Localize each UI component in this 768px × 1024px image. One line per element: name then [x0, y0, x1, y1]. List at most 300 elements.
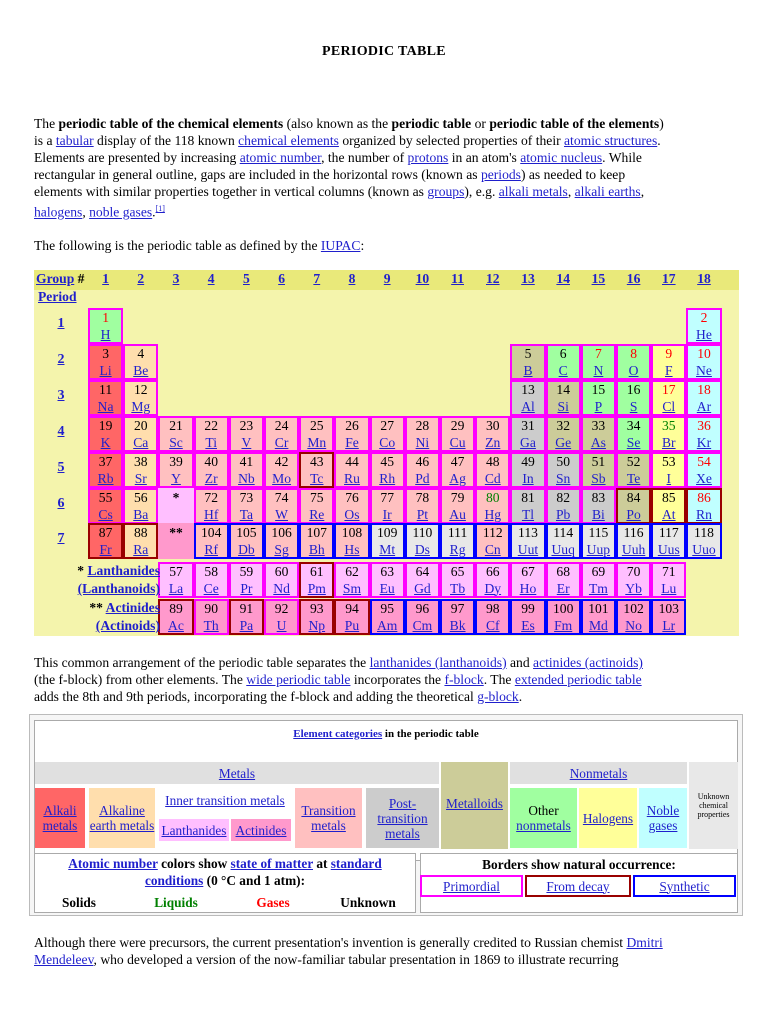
element-symbol-link[interactable]: Mg: [131, 398, 151, 414]
element-cell[interactable]: [510, 344, 545, 380]
inline-link[interactable]: atomic nucleus: [520, 150, 603, 165]
alkali-link[interactable]: Alkali metals: [42, 803, 78, 833]
element-cell[interactable]: [475, 452, 510, 488]
element-symbol-link[interactable]: Au: [449, 506, 466, 522]
element-cell[interactable]: [546, 452, 581, 488]
group-number-link[interactable]: 11: [451, 271, 465, 286]
element-cell[interactable]: [299, 416, 334, 452]
actinides-link[interactable]: Actinides: [235, 822, 287, 838]
element-symbol-link[interactable]: He: [696, 326, 712, 342]
element-symbol-link[interactable]: O: [628, 362, 639, 378]
element-symbol-link[interactable]: At: [661, 506, 676, 522]
element-symbol-link[interactable]: Bi: [591, 506, 605, 522]
group-number-link[interactable]: 8: [348, 271, 356, 286]
element-cell[interactable]: [510, 523, 545, 559]
element-symbol-link[interactable]: In: [522, 470, 534, 486]
element-symbol-link[interactable]: Ca: [133, 434, 149, 450]
synthetic-link[interactable]: Synthetic: [659, 878, 710, 894]
element-cell[interactable]: [88, 488, 123, 524]
group-link[interactable]: Group: [36, 271, 75, 286]
element-symbol-link[interactable]: La: [168, 580, 184, 596]
inline-link[interactable]: Mendeleev: [34, 952, 94, 967]
element-symbol-link[interactable]: Rg: [449, 541, 466, 557]
element-symbol-link[interactable]: Cn: [484, 541, 501, 557]
element-cell[interactable]: [440, 416, 475, 452]
element-cell[interactable]: [651, 488, 686, 524]
group-number-link[interactable]: 16: [626, 271, 641, 286]
element-symbol-link[interactable]: Dy: [484, 580, 502, 596]
element-cell[interactable]: [370, 599, 405, 635]
element-symbol-link[interactable]: Uuo: [692, 541, 716, 557]
element-symbol-link[interactable]: I: [666, 470, 672, 486]
inline-link[interactable]: alkali metals: [498, 184, 568, 199]
element-symbol-link[interactable]: C: [558, 362, 568, 378]
element-cell[interactable]: [475, 488, 510, 524]
element-cell[interactable]: [686, 452, 721, 488]
group-number-link[interactable]: 13: [521, 271, 535, 286]
element-symbol-link[interactable]: Tl: [521, 506, 535, 522]
element-cell[interactable]: [616, 380, 651, 416]
footnote-link[interactable]: [1]: [155, 204, 165, 213]
inline-link[interactable]: protons: [407, 150, 449, 165]
element-symbol-link[interactable]: Ar: [696, 398, 712, 414]
inline-link[interactable]: atomic number: [239, 150, 322, 165]
element-cell[interactable]: [405, 416, 440, 452]
halogens-link[interactable]: Halogens: [582, 810, 634, 826]
element-cell[interactable]: [194, 416, 229, 452]
element-cell[interactable]: [616, 488, 651, 524]
element-cell[interactable]: [194, 488, 229, 524]
element-cell[interactable]: [370, 523, 405, 559]
element-symbol-link[interactable]: Lu: [661, 580, 677, 596]
conditions-link[interactable]: conditions: [144, 873, 204, 888]
group-number-link[interactable]: 2: [137, 271, 145, 286]
element-cell[interactable]: [546, 523, 581, 559]
element-symbol-link[interactable]: Re: [309, 506, 325, 522]
element-symbol-link[interactable]: Hs: [344, 541, 360, 557]
element-cell[interactable]: [370, 562, 405, 598]
element-cell[interactable]: [299, 452, 334, 488]
element-cell[interactable]: [581, 452, 616, 488]
element-symbol-link[interactable]: Se: [626, 434, 641, 450]
series-sub-link[interactable]: (Actinoids): [95, 618, 160, 633]
element-cell[interactable]: [123, 488, 158, 524]
element-symbol-link[interactable]: Si: [557, 398, 569, 414]
element-cell[interactable]: [194, 562, 229, 598]
element-symbol-link[interactable]: Te: [626, 470, 641, 486]
element-cell[interactable]: [194, 523, 229, 559]
element-cell[interactable]: [88, 452, 123, 488]
element-symbol-link[interactable]: Os: [344, 506, 360, 522]
element-symbol-link[interactable]: Ir: [382, 506, 392, 522]
element-symbol-link[interactable]: Np: [308, 617, 326, 633]
element-symbol-link[interactable]: Ne: [696, 362, 712, 378]
inline-link[interactable]: IUPAC: [320, 238, 361, 253]
element-cell[interactable]: [616, 599, 651, 635]
element-symbol-link[interactable]: Cu: [449, 434, 466, 450]
element-cell[interactable]: [158, 452, 193, 488]
element-cell[interactable]: [546, 599, 581, 635]
element-cell[interactable]: [651, 562, 686, 598]
inline-link[interactable]: tabular: [55, 133, 94, 148]
element-cell[interactable]: [475, 523, 510, 559]
group-number-link[interactable]: 7: [313, 271, 321, 286]
element-symbol-link[interactable]: Pb: [556, 506, 571, 522]
group-number-link[interactable]: 1: [102, 271, 109, 286]
inline-link[interactable]: periods: [480, 167, 521, 182]
element-symbol-link[interactable]: Yb: [625, 580, 642, 596]
element-symbol-link[interactable]: Cl: [662, 398, 676, 414]
element-symbol-link[interactable]: Ga: [520, 434, 536, 450]
group-number-link[interactable]: 17: [661, 271, 676, 286]
element-cell[interactable]: [334, 416, 369, 452]
element-symbol-link[interactable]: Cd: [484, 470, 501, 486]
element-cell[interactable]: [334, 599, 369, 635]
element-cell[interactable]: [581, 562, 616, 598]
inline-link[interactable]: f-block: [444, 672, 484, 687]
element-cell[interactable]: [651, 380, 686, 416]
element-cell[interactable]: [334, 452, 369, 488]
element-symbol-link[interactable]: Cm: [412, 617, 433, 633]
element-symbol-link[interactable]: Eu: [379, 580, 395, 596]
element-cell[interactable]: [229, 562, 264, 598]
period-number-link[interactable]: 4: [57, 424, 65, 439]
element-cell[interactable]: [616, 344, 651, 380]
element-symbol-link[interactable]: Pm: [307, 580, 326, 596]
element-cell[interactable]: [299, 599, 334, 635]
element-cell[interactable]: [475, 416, 510, 452]
element-cell[interactable]: [264, 452, 299, 488]
element-symbol-link[interactable]: Mt: [379, 541, 396, 557]
element-cell[interactable]: [229, 488, 264, 524]
element-cell[interactable]: [229, 452, 264, 488]
element-cell[interactable]: [405, 452, 440, 488]
element-symbol-link[interactable]: Uuq: [551, 541, 575, 557]
element-cell[interactable]: [123, 416, 158, 452]
metals-link[interactable]: Metals: [218, 765, 256, 781]
element-symbol-link[interactable]: Lr: [662, 617, 676, 633]
atomic-number-link[interactable]: Atomic number: [68, 856, 158, 871]
element-symbol-link[interactable]: Fe: [345, 434, 359, 450]
element-cell[interactable]: [546, 380, 581, 416]
element-cell[interactable]: [405, 562, 440, 598]
element-symbol-link[interactable]: No: [625, 617, 642, 633]
inline-link[interactable]: wide periodic table: [246, 672, 351, 687]
state-of-matter-link[interactable]: state of matter: [230, 856, 313, 871]
element-cell[interactable]: [581, 488, 616, 524]
series-sub-link[interactable]: (Lanthanoids): [77, 581, 160, 596]
period-number-link[interactable]: 6: [57, 496, 65, 511]
element-symbol-link[interactable]: Y: [171, 470, 181, 486]
element-cell[interactable]: [158, 562, 193, 598]
element-symbol-link[interactable]: Po: [626, 506, 641, 522]
element-cell[interactable]: [334, 523, 369, 559]
element-symbol-link[interactable]: Es: [521, 617, 535, 633]
element-cell[interactable]: [510, 416, 545, 452]
element-cell[interactable]: [264, 488, 299, 524]
element-cell[interactable]: [651, 523, 686, 559]
element-cell[interactable]: [616, 452, 651, 488]
element-symbol-link[interactable]: Ba: [133, 506, 149, 522]
element-symbol-link[interactable]: Zn: [485, 434, 501, 450]
element-symbol-link[interactable]: Gd: [414, 580, 431, 596]
element-cell[interactable]: [405, 523, 440, 559]
element-cell[interactable]: [88, 523, 123, 559]
element-cell[interactable]: [686, 380, 721, 416]
element-cell[interactable]: [686, 488, 721, 524]
element-cell[interactable]: [686, 308, 721, 344]
element-symbol-link[interactable]: Rn: [696, 506, 712, 522]
element-symbol-link[interactable]: As: [590, 434, 606, 450]
inline-link[interactable]: atomic structures: [564, 133, 658, 148]
period-number-link[interactable]: 5: [57, 460, 65, 475]
element-cell[interactable]: [299, 488, 334, 524]
element-cell[interactable]: [616, 416, 651, 452]
element-cell[interactable]: [88, 380, 123, 416]
element-symbol-link[interactable]: Bh: [308, 541, 325, 557]
element-cell[interactable]: [546, 344, 581, 380]
group-number-link[interactable]: 12: [485, 271, 500, 286]
element-cell[interactable]: [510, 599, 545, 635]
element-symbol-link[interactable]: Fm: [554, 617, 573, 633]
element-symbol-link[interactable]: Am: [376, 617, 398, 633]
inline-link[interactable]: noble gases: [89, 204, 153, 220]
element-symbol-link[interactable]: Ac: [168, 617, 184, 633]
element-cell[interactable]: [581, 599, 616, 635]
element-symbol-link[interactable]: Rf: [204, 541, 218, 557]
element-symbol-link[interactable]: Er: [556, 580, 570, 596]
element-cell[interactable]: [123, 452, 158, 488]
element-cell[interactable]: [475, 599, 510, 635]
element-cell[interactable]: [581, 344, 616, 380]
element-symbol-link[interactable]: Ru: [344, 470, 360, 486]
element-cell[interactable]: [158, 599, 193, 635]
element-symbol-link[interactable]: Pr: [240, 580, 253, 596]
element-cell[interactable]: [370, 488, 405, 524]
inline-link[interactable]: Dmitri: [626, 935, 663, 950]
element-symbol-link[interactable]: Fr: [99, 541, 112, 557]
element-cell[interactable]: [229, 523, 264, 559]
element-cell[interactable]: [475, 562, 510, 598]
element-symbol-link[interactable]: Uus: [657, 541, 680, 557]
element-symbol-link[interactable]: Co: [379, 434, 396, 450]
element-symbol-link[interactable]: Kr: [696, 434, 712, 450]
element-cell[interactable]: [194, 599, 229, 635]
element-symbol-link[interactable]: B: [523, 362, 533, 378]
inline-link[interactable]: chemical elements: [238, 133, 339, 148]
element-symbol-link[interactable]: Cs: [98, 506, 113, 522]
element-cell[interactable]: [440, 599, 475, 635]
element-symbol-link[interactable]: Sg: [274, 541, 289, 557]
inline-link[interactable]: extended periodic table: [514, 672, 642, 687]
series-link[interactable]: Actinides: [105, 600, 160, 615]
period-number-link[interactable]: 1: [57, 316, 65, 331]
element-cell[interactable]: [510, 452, 545, 488]
group-number-link[interactable]: 6: [278, 271, 285, 286]
element-symbol-link[interactable]: Hf: [204, 506, 219, 522]
element-symbol-link[interactable]: Zr: [204, 470, 218, 486]
inline-link[interactable]: actinides (actinoids): [533, 655, 643, 670]
group-number-link[interactable]: 10: [415, 271, 430, 286]
element-symbol-link[interactable]: H: [100, 326, 111, 342]
element-symbol-link[interactable]: Md: [588, 617, 608, 633]
element-symbol-link[interactable]: Ti: [205, 434, 217, 450]
element-symbol-link[interactable]: V: [241, 434, 252, 450]
element-cell[interactable]: [229, 416, 264, 452]
inline-link[interactable]: halogens: [34, 204, 83, 220]
element-cell[interactable]: [194, 452, 229, 488]
element-cell[interactable]: [88, 308, 123, 344]
metalloids-link[interactable]: Metalloids: [446, 796, 503, 811]
element-cell[interactable]: [158, 416, 193, 452]
element-symbol-link[interactable]: Ra: [133, 541, 149, 557]
group-number-link[interactable]: 18: [697, 271, 711, 286]
element-symbol-link[interactable]: Cf: [485, 617, 500, 633]
element-cell[interactable]: [405, 599, 440, 635]
element-symbol-link[interactable]: Tm: [588, 580, 608, 596]
element-symbol-link[interactable]: P: [594, 398, 603, 414]
element-symbol-link[interactable]: Hg: [484, 506, 502, 522]
element-cell[interactable]: [299, 562, 334, 598]
element-categories-link[interactable]: Element categories: [293, 727, 383, 740]
element-symbol-link[interactable]: Mn: [307, 434, 327, 450]
element-symbol-link[interactable]: Ho: [519, 580, 537, 596]
post-transition-link[interactable]: Post-transition metals: [377, 795, 428, 841]
element-cell[interactable]: [88, 344, 123, 380]
element-symbol-link[interactable]: Db: [238, 541, 255, 557]
nonmetals-link[interactable]: Nonmetals: [569, 765, 628, 781]
element-symbol-link[interactable]: Ds: [414, 541, 430, 557]
element-symbol-link[interactable]: Ag: [449, 470, 466, 486]
element-cell[interactable]: [440, 523, 475, 559]
group-number-link[interactable]: 4: [207, 271, 215, 286]
element-symbol-link[interactable]: Sb: [591, 470, 606, 486]
element-cell[interactable]: [546, 416, 581, 452]
element-symbol-link[interactable]: Ce: [203, 580, 219, 596]
element-cell[interactable]: [299, 523, 334, 559]
element-cell[interactable]: [581, 416, 616, 452]
element-cell[interactable]: [440, 488, 475, 524]
group-number-link[interactable]: 3: [172, 271, 180, 286]
group-number-link[interactable]: 14: [556, 271, 570, 286]
element-cell[interactable]: [510, 488, 545, 524]
element-cell[interactable]: [334, 488, 369, 524]
inline-link[interactable]: alkali earths: [574, 184, 641, 199]
element-symbol-link[interactable]: F: [665, 362, 673, 378]
element-cell[interactable]: [510, 562, 545, 598]
element-symbol-link[interactable]: Pd: [415, 470, 430, 486]
element-cell[interactable]: [440, 562, 475, 598]
lanthanides-link[interactable]: Lanthanides: [161, 822, 227, 838]
element-cell[interactable]: [546, 562, 581, 598]
element-cell[interactable]: [651, 452, 686, 488]
element-cell[interactable]: [405, 488, 440, 524]
element-cell[interactable]: [651, 344, 686, 380]
element-symbol-link[interactable]: Th: [203, 617, 219, 633]
element-symbol-link[interactable]: Sm: [342, 580, 362, 596]
element-cell[interactable]: [440, 452, 475, 488]
element-cell[interactable]: [334, 562, 369, 598]
element-symbol-link[interactable]: Pa: [239, 617, 254, 633]
element-symbol-link[interactable]: Uup: [586, 541, 611, 557]
element-symbol-link[interactable]: Ta: [239, 506, 254, 522]
element-symbol-link[interactable]: Pt: [416, 506, 429, 522]
element-cell[interactable]: [123, 523, 158, 559]
period-number-link[interactable]: 2: [57, 352, 65, 367]
element-symbol-link[interactable]: W: [275, 506, 289, 522]
element-symbol-link[interactable]: Nb: [238, 470, 255, 486]
element-symbol-link[interactable]: Ge: [555, 434, 572, 450]
element-cell[interactable]: [264, 562, 299, 598]
element-symbol-link[interactable]: Ni: [415, 434, 430, 450]
element-cell[interactable]: [686, 416, 721, 452]
group-number-link[interactable]: 5: [242, 271, 250, 286]
group-number-link[interactable]: 9: [383, 271, 391, 286]
element-symbol-link[interactable]: Uuh: [621, 541, 646, 557]
standard-link[interactable]: standard: [330, 856, 382, 871]
element-symbol-link[interactable]: Xe: [696, 470, 712, 486]
element-cell[interactable]: [123, 344, 158, 380]
inline-link[interactable]: groups: [427, 184, 465, 199]
period-link[interactable]: Period: [38, 289, 77, 304]
element-cell[interactable]: [651, 416, 686, 452]
element-cell[interactable]: [616, 523, 651, 559]
period-number-link[interactable]: 7: [57, 531, 65, 546]
element-symbol-link[interactable]: Br: [661, 434, 676, 450]
element-cell[interactable]: [229, 599, 264, 635]
series-link[interactable]: Lanthanides: [87, 563, 160, 578]
element-symbol-link[interactable]: Sr: [134, 470, 147, 486]
element-symbol-link[interactable]: Uut: [517, 541, 539, 557]
element-symbol-link[interactable]: Nd: [273, 580, 290, 596]
element-symbol-link[interactable]: K: [100, 434, 111, 450]
element-symbol-link[interactable]: Rh: [379, 470, 396, 486]
element-cell[interactable]: [264, 523, 299, 559]
element-symbol-link[interactable]: S: [629, 398, 638, 414]
element-cell[interactable]: [370, 452, 405, 488]
noble-gases-link[interactable]: Noble gases: [646, 803, 680, 833]
element-cell[interactable]: [88, 416, 123, 452]
alkaline-link[interactable]: Alkaline earth metals: [89, 803, 155, 833]
element-cell[interactable]: [686, 523, 721, 559]
element-cell[interactable]: [651, 599, 686, 635]
element-symbol-link[interactable]: Al: [521, 398, 535, 414]
element-cell[interactable]: [581, 380, 616, 416]
element-symbol-link[interactable]: Cr: [274, 434, 289, 450]
element-cell[interactable]: [123, 380, 158, 416]
element-symbol-link[interactable]: Mo: [272, 470, 292, 486]
inline-link[interactable]: g-block: [477, 689, 519, 704]
element-symbol-link[interactable]: Li: [99, 362, 112, 378]
element-symbol-link[interactable]: Bk: [449, 617, 466, 633]
transition-link[interactable]: Transition metals: [301, 803, 356, 833]
other-nonmetals-link[interactable]: nonmetals: [516, 818, 571, 833]
element-cell[interactable]: [616, 562, 651, 598]
period-number-link[interactable]: 3: [57, 388, 65, 403]
element-symbol-link[interactable]: Be: [133, 362, 149, 378]
primordial-link[interactable]: Primordial: [443, 878, 500, 894]
element-symbol-link[interactable]: Tc: [310, 470, 324, 486]
element-cell[interactable]: [546, 488, 581, 524]
element-cell[interactable]: [264, 599, 299, 635]
element-cell[interactable]: [370, 416, 405, 452]
element-symbol-link[interactable]: Na: [97, 398, 114, 414]
element-symbol-link[interactable]: Tb: [450, 580, 466, 596]
from-decay-link[interactable]: From decay: [546, 878, 610, 894]
element-cell[interactable]: [686, 344, 721, 380]
inner-transition-link[interactable]: Inner transition metals: [165, 792, 285, 808]
element-symbol-link[interactable]: N: [593, 362, 604, 378]
